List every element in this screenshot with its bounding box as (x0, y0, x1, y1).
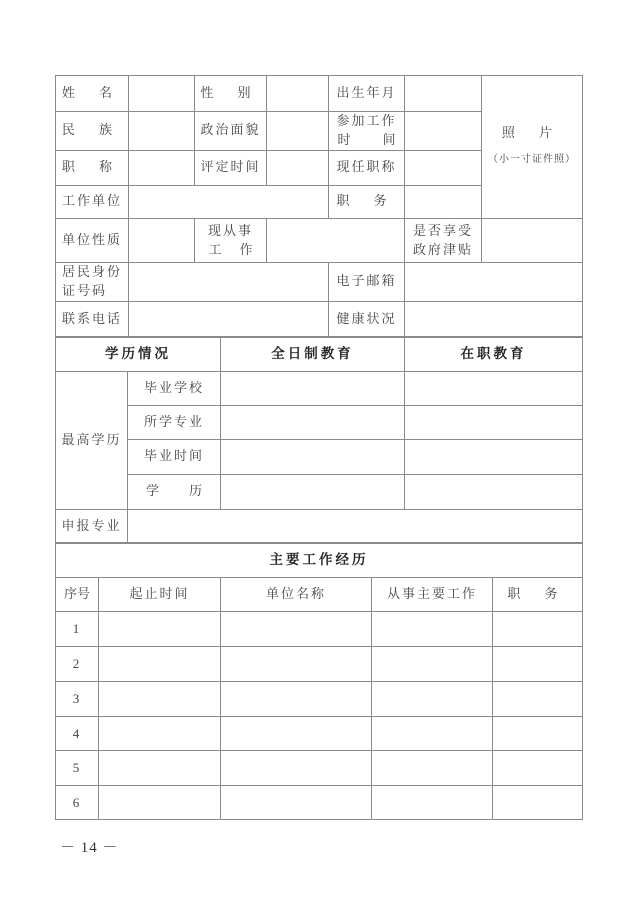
work-start-label-line2b: 间 (382, 133, 396, 148)
political-status-field[interactable] (267, 112, 329, 151)
row-index: 1 (56, 612, 99, 647)
position-label: 职 务 (329, 186, 405, 219)
applied-major-field[interactable] (128, 510, 583, 544)
id-number-label-line1: 居民身份 (61, 265, 122, 280)
employer-name-field[interactable] (221, 751, 372, 786)
photo-title: 照 片 (501, 126, 563, 141)
employer-label: 工作单位 (56, 186, 129, 219)
column-header-period: 起止时间 (99, 578, 221, 612)
applied-major-label: 申报专业 (56, 510, 128, 544)
id-number-label-line2: 证号码 (61, 284, 107, 299)
inservice-education-header: 在职教育 (405, 337, 583, 372)
table-row (56, 612, 583, 647)
position-field[interactable] (493, 612, 583, 647)
gender-label: 性 别 (195, 76, 267, 112)
gender-field[interactable] (267, 76, 329, 112)
row-index: 4 (56, 717, 99, 751)
graduated-school-label: 毕业学校 (128, 372, 221, 406)
table-row (56, 786, 583, 820)
employer-field[interactable] (129, 186, 329, 219)
work-start-label-line1: 参加工作 (336, 114, 397, 129)
inservice-school-field[interactable] (405, 372, 583, 406)
title-date-label: 评定时间 (195, 151, 267, 186)
fulltime-graduation-date-field[interactable] (221, 440, 405, 475)
health-label: 健康状况 (329, 302, 405, 338)
work-start-label-line2a: 时 (337, 133, 351, 148)
photo-area[interactable] (482, 76, 583, 219)
education-table (55, 336, 583, 544)
phone-label: 联系电话 (56, 302, 129, 338)
title-field[interactable] (129, 151, 195, 186)
inservice-major-field[interactable] (405, 406, 583, 440)
employer-type-field[interactable] (129, 219, 195, 263)
id-number-label (56, 263, 129, 302)
current-work-label (195, 219, 267, 263)
table-row (56, 682, 583, 717)
ethnicity-field[interactable] (129, 112, 195, 151)
employer-name-field[interactable] (221, 612, 372, 647)
main-work-field[interactable] (372, 682, 493, 717)
allowance-label-line1: 是否享受 (412, 223, 473, 239)
id-number-field[interactable] (129, 263, 329, 302)
period-field[interactable] (99, 786, 221, 820)
fulltime-education-header: 全日制教育 (221, 337, 405, 372)
row-index: 6 (56, 786, 99, 820)
column-header-position: 职 务 (493, 578, 583, 612)
main-work-field[interactable] (372, 647, 493, 682)
personal-info-table (55, 75, 583, 338)
current-title-field[interactable] (405, 151, 482, 186)
period-field[interactable] (99, 647, 221, 682)
fulltime-degree-field[interactable] (221, 475, 405, 510)
allowance-label (405, 219, 482, 263)
highest-degree-label: 最高学历 (56, 372, 128, 510)
work-start-label (329, 112, 405, 151)
photo-note: （小一寸证件照） (488, 154, 576, 165)
current-work-label-line2b: 作 (239, 242, 253, 258)
position-field[interactable] (493, 647, 583, 682)
education-header-label: 学历情况 (56, 337, 221, 372)
health-field[interactable] (405, 302, 583, 338)
employer-name-field[interactable] (221, 647, 372, 682)
work-history-table (55, 542, 583, 820)
table-row (56, 751, 583, 786)
title-label: 职 称 (56, 151, 129, 186)
page-number: － 14 － (60, 840, 119, 856)
column-header-employer: 单位名称 (221, 578, 372, 612)
main-work-field[interactable] (372, 612, 493, 647)
phone-field[interactable] (129, 302, 329, 338)
fulltime-major-field[interactable] (221, 406, 405, 440)
current-title-label: 现任职称 (329, 151, 405, 186)
degree-label (128, 475, 221, 510)
position-field[interactable] (493, 786, 583, 820)
birth-field[interactable] (405, 76, 482, 112)
table-row (56, 717, 583, 751)
current-work-label-line1: 现从事 (207, 223, 253, 239)
email-label: 电子邮箱 (329, 263, 405, 302)
column-header-main-work: 从事主要工作 (372, 578, 493, 612)
allowance-field[interactable] (482, 219, 583, 263)
employer-name-field[interactable] (221, 682, 372, 717)
position-field[interactable] (493, 682, 583, 717)
main-work-field[interactable] (372, 717, 493, 751)
row-index: 3 (56, 682, 99, 717)
main-work-field[interactable] (372, 786, 493, 820)
allowance-label-line2: 政府津贴 (412, 242, 473, 258)
title-date-field[interactable] (267, 151, 329, 186)
position-field[interactable] (493, 717, 583, 751)
current-work-label-line2a: 工 (208, 242, 222, 258)
graduation-date-label: 毕业时间 (128, 440, 221, 475)
row-index: 2 (56, 647, 99, 682)
fulltime-school-field[interactable] (221, 372, 405, 406)
period-field[interactable] (99, 682, 221, 717)
major-label: 所学专业 (128, 406, 221, 440)
work-start-field[interactable] (405, 112, 482, 151)
ethnicity-label: 民 族 (56, 112, 129, 151)
period-field[interactable] (99, 612, 221, 647)
table-row (56, 647, 583, 682)
row-index: 5 (56, 751, 99, 786)
column-header-index: 序号 (56, 578, 99, 612)
period-field[interactable] (99, 751, 221, 786)
employer-type-label: 单位性质 (56, 219, 129, 263)
inservice-graduation-date-field[interactable] (405, 440, 583, 475)
email-field[interactable] (405, 263, 583, 302)
work-history-title: 主要工作经历 (56, 543, 583, 578)
employer-name-field[interactable] (221, 717, 372, 751)
position-field[interactable] (405, 186, 482, 219)
current-work-field[interactable] (267, 219, 405, 263)
degree-label-b: 历 (188, 484, 202, 499)
name-label: 姓 名 (56, 76, 129, 112)
political-status-label: 政治面貌 (195, 112, 267, 151)
employer-name-field[interactable] (221, 786, 372, 820)
name-field[interactable] (129, 76, 195, 112)
birth-label: 出生年月 (329, 76, 405, 112)
position-field[interactable] (493, 751, 583, 786)
degree-label-a: 学 (146, 484, 160, 499)
period-field[interactable] (99, 717, 221, 751)
inservice-degree-field[interactable] (405, 475, 583, 510)
main-work-field[interactable] (372, 751, 493, 786)
